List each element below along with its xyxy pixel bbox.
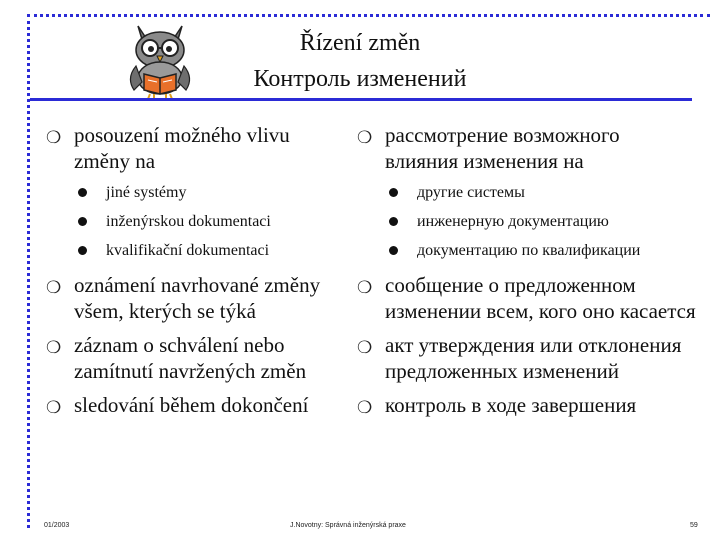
page-title-russian: Контроль изменений [253,66,467,92]
list-item-text: контроль в ходе завершения [385,393,637,417]
list-item-text: záznam o schválení nebo zamítnutí navržených změn [74,333,307,383]
sub-list-item-text: inženýrskou dokumentaci [106,213,271,230]
sub-list-item-text: другие системы [417,184,525,201]
footer-author: J.Novotny: Správná inženýrská praxe [290,522,406,529]
title-divider [30,98,692,101]
m-bullet-icon: ❍ [357,278,373,297]
list-item [46,272,342,324]
dot-bullet-icon [78,246,87,255]
footer-date: 01/2003 [44,522,70,529]
list-item [357,332,697,384]
dotted-left-border [27,14,33,528]
list-item-text: posouzení možného vlivu změny na [74,123,290,173]
list-item-text: рассмотрение возможного влияния изменения на [385,123,620,173]
list-item-text: oznámení navrhované změny všem, kterých se týká [74,273,321,323]
dot-bullet-icon [389,217,398,226]
m-bullet-icon: ❍ [46,338,62,357]
sub-list-item-text: документацию по квалификации [417,242,641,259]
sub-list-item-text: jiné systémy [106,184,187,201]
m-bullet-icon: ❍ [357,398,373,417]
dot-bullet-icon [389,246,398,255]
list-item-text: сообщение о предложенном изменении всем, кого оно касается [385,273,696,323]
sub-list-item [46,240,342,261]
list-item [46,332,342,384]
list-item [357,392,697,418]
list-item [357,122,697,174]
left-column [46,122,342,418]
dot-bullet-icon [389,188,398,197]
sub-list-item [357,182,697,203]
owl-reading-icon [118,16,202,100]
sub-list-item [357,211,697,232]
m-bullet-icon: ❍ [46,278,62,297]
list-item [46,122,342,174]
sub-list-item-text: инженерную документацию [417,213,609,230]
dot-bullet-icon [78,217,87,226]
list-item-text: sledování během dokončení [74,393,309,417]
sub-list-item [46,211,342,232]
m-bullet-icon: ❍ [357,128,373,147]
right-column [357,122,697,418]
m-bullet-icon: ❍ [46,128,62,147]
sub-list-item [357,240,697,261]
footer-page-number: 59 [690,522,698,529]
list-item-text: акт утверждения или отклонения предложенных изменений [385,333,682,383]
sub-list-item-text: kvalifikační dokumentaci [106,242,270,259]
dot-bullet-icon [78,188,87,197]
list-item [357,272,697,324]
list-item [46,392,342,418]
m-bullet-icon: ❍ [357,338,373,357]
sub-list-item [46,182,342,203]
page-title-czech: Řízení změn [299,30,421,56]
m-bullet-icon: ❍ [46,398,62,417]
